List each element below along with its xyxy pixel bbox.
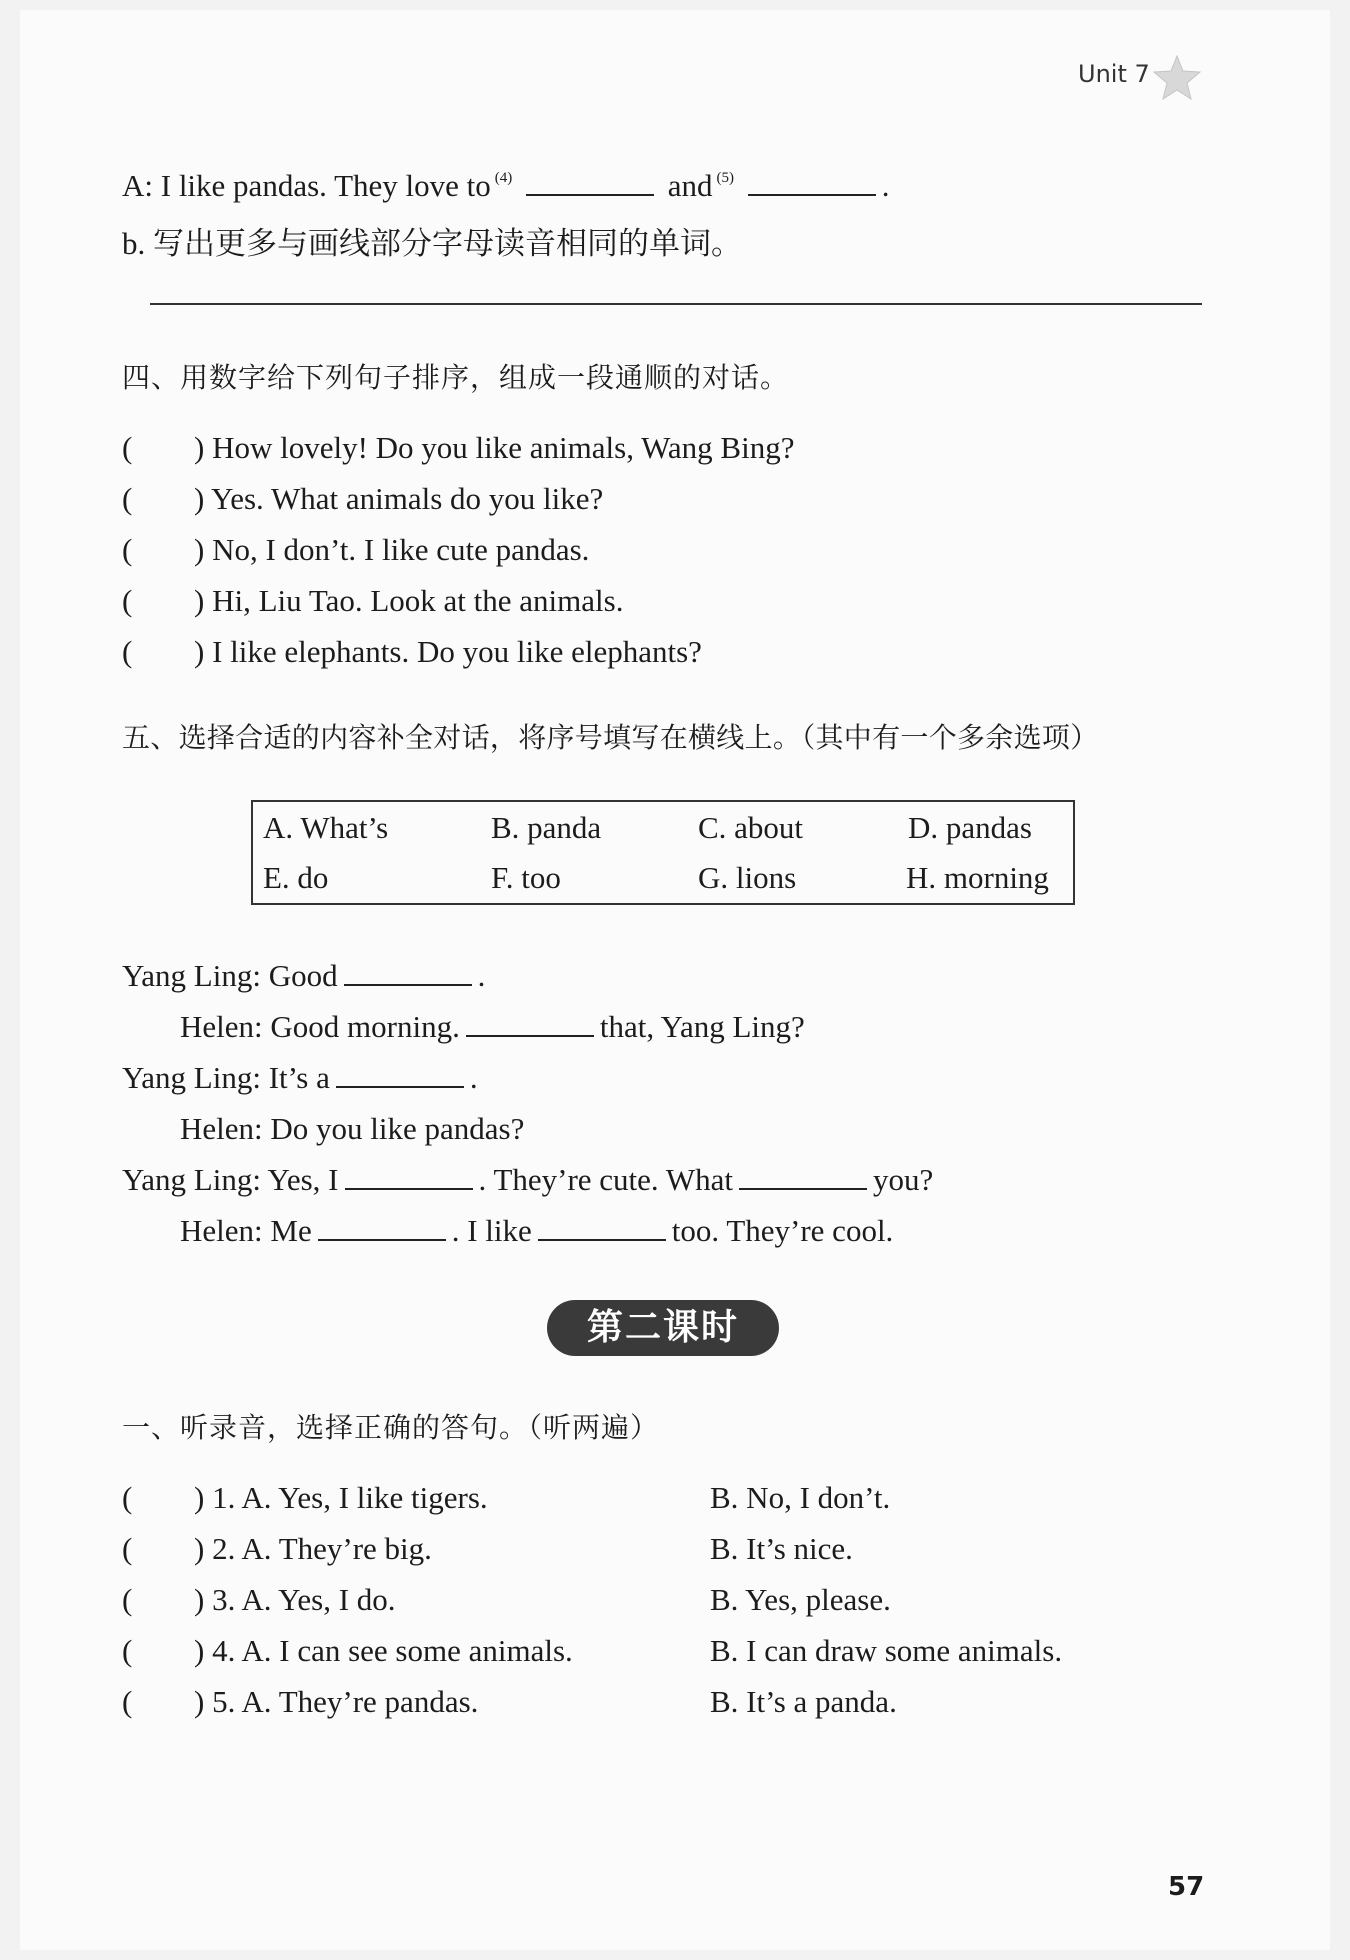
- answer-paren[interactable]: (: [122, 481, 133, 516]
- listening-option-b: B. It’s a panda.: [710, 1684, 897, 1719]
- answer-blank[interactable]: [466, 1034, 594, 1037]
- dialog-line-5: Yang Ling: Yes, I . They’re cute. What you?: [122, 1162, 934, 1197]
- line-b: b. 写出更多与画线部分字母读音相同的单词。: [122, 226, 742, 261]
- listening-item: ( ) 5. A. They’re pandas.: [122, 1684, 479, 1719]
- answer-paren[interactable]: (: [122, 1480, 133, 1515]
- dialog-line-6: Helen: Me . I like too. They’re cool.: [180, 1213, 894, 1248]
- answer-paren[interactable]: (: [122, 430, 133, 465]
- option-f: F. too: [491, 860, 561, 895]
- answer-blank[interactable]: [345, 1187, 473, 1190]
- order-item-text: Yes. What animals do you like?: [210, 481, 604, 516]
- dialog-line-3: Yang Ling: It’s a .: [122, 1060, 478, 1095]
- listening-option-b: B. Yes, please.: [710, 1582, 891, 1617]
- answer-paren[interactable]: (: [122, 532, 133, 567]
- superscript-4: (4): [494, 170, 513, 186]
- option-h: H. morning: [906, 860, 1049, 895]
- dialog-line-1: Yang Ling: Good .: [122, 958, 486, 993]
- answer-blank[interactable]: [344, 983, 472, 986]
- option-b: B. panda: [491, 810, 602, 845]
- answer-blank[interactable]: [739, 1187, 867, 1190]
- order-item-text: Hi, Liu Tao. Look at the animals.: [212, 583, 624, 618]
- answer-paren[interactable]: (: [122, 1633, 133, 1668]
- line-a-text: A: I like pandas. They love to: [122, 168, 491, 203]
- dialog-line-4: Helen: Do you like pandas?: [180, 1111, 525, 1146]
- unit-label: Unit 7: [1078, 60, 1150, 88]
- answer-paren[interactable]: (: [122, 634, 133, 669]
- superscript-5: (5): [716, 170, 735, 186]
- answer-paren[interactable]: (: [122, 1684, 133, 1719]
- long-answer-line[interactable]: [150, 303, 1202, 305]
- answer-blank[interactable]: [538, 1238, 666, 1241]
- listening-item: ( ) 1. A. Yes, I like tigers.: [122, 1480, 488, 1515]
- order-item: ( ) Hi, Liu Tao. Look at the animals.: [122, 583, 624, 618]
- order-item-text: No, I don’t. I like cute pandas.: [212, 532, 590, 567]
- order-item: ( ) No, I don’t. I like cute pandas.: [122, 532, 590, 567]
- section4-heading: 四、用数字给下列句子排序，组成一段通顺的对话。: [122, 361, 790, 394]
- lesson-badge: 第二课时: [547, 1300, 779, 1356]
- dialog-line-2: Helen: Good morning. that, Yang Ling?: [180, 1009, 805, 1044]
- order-item: ( ) How lovely! Do you like animals, Wang Bing?: [122, 430, 795, 465]
- star-icon: [1150, 54, 1204, 102]
- order-item: ( ) Yes. What animals do you like?: [122, 481, 604, 516]
- answer-blank[interactable]: [318, 1238, 446, 1241]
- page-number: 57: [1168, 1872, 1205, 1902]
- option-g: G. lions: [698, 860, 797, 895]
- listening-option-b: B. I can draw some animals.: [710, 1633, 1063, 1668]
- order-item-text: How lovely! Do you like animals, Wang Bing?: [212, 430, 795, 465]
- answer-blank[interactable]: [336, 1085, 464, 1088]
- line-a-period: .: [881, 168, 890, 203]
- order-item: ( ) I like elephants. Do you like elephants?: [122, 634, 702, 669]
- answer-paren[interactable]: (: [122, 1582, 133, 1617]
- section5-heading: 五、选择合适的内容补全对话，将序号填写在横线上。（其中有一个多余选项）: [122, 721, 1099, 754]
- listening-option-b: B. No, I don’t.: [710, 1480, 891, 1515]
- answer-paren[interactable]: (: [122, 583, 133, 618]
- answer-blank[interactable]: [748, 193, 876, 196]
- answer-blank[interactable]: [526, 193, 654, 196]
- option-d: D. pandas: [908, 810, 1032, 845]
- answer-paren[interactable]: (: [122, 1531, 133, 1566]
- listening-item: ( ) 3. A. Yes, I do.: [122, 1582, 396, 1617]
- line-a-and: and: [667, 168, 713, 203]
- listening-item: ( ) 4. A. I can see some animals.: [122, 1633, 573, 1668]
- options-box: [251, 800, 1075, 905]
- listening-item: ( ) 2. A. They’re big.: [122, 1531, 432, 1566]
- line-a: [122, 168, 890, 204]
- listening-option-b: B. It’s nice.: [710, 1531, 853, 1566]
- option-c: C. about: [698, 810, 804, 845]
- lesson2-heading: 一、听录音，选择正确的答句。（听两遍）: [122, 1411, 660, 1444]
- option-a: A. What’s: [263, 810, 389, 845]
- option-e: E. do: [263, 860, 329, 895]
- order-item-text: I like elephants. Do you like elephants?: [212, 634, 702, 669]
